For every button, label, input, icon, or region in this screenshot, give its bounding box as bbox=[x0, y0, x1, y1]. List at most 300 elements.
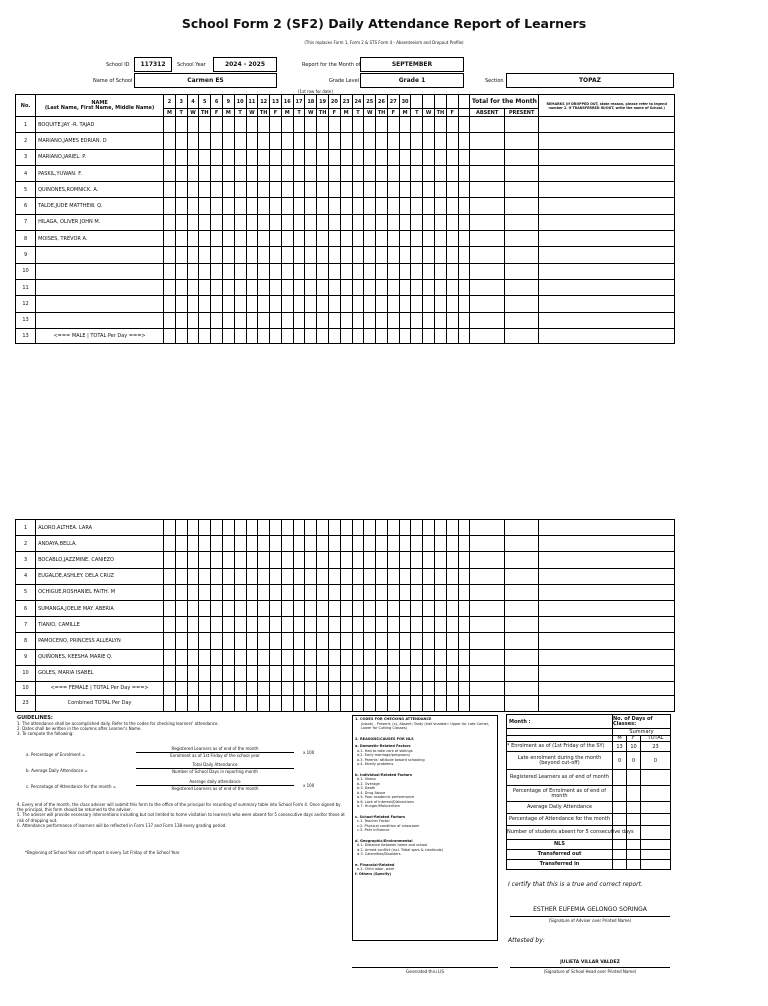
attendance-cell bbox=[411, 681, 423, 695]
attendance-cell bbox=[340, 263, 352, 279]
attendance-cell bbox=[246, 328, 258, 343]
attendance-cell bbox=[446, 520, 458, 536]
domestic-heading: a. Domestic-Related Factors bbox=[355, 744, 411, 748]
attendance-cell bbox=[423, 198, 435, 214]
attendance-cell bbox=[317, 536, 329, 552]
attendance-cell bbox=[435, 149, 447, 165]
pct-enrolment-label: Percentage of Enrolment as of end of month bbox=[507, 786, 613, 802]
attendance-cell bbox=[293, 617, 305, 633]
attendance-cell bbox=[399, 584, 411, 600]
learner-name: MARIANO,JAMES EDRIAN. D bbox=[36, 133, 164, 149]
attendance-cell bbox=[458, 695, 470, 711]
attendance-cell bbox=[340, 279, 352, 295]
attendance-cell bbox=[328, 600, 340, 616]
attendance-cell bbox=[234, 165, 246, 181]
remarks-cell bbox=[539, 584, 675, 600]
attendance-cell bbox=[317, 296, 329, 312]
day-header: 24 bbox=[352, 95, 364, 109]
attendance-cell bbox=[411, 247, 423, 263]
attendance-cell bbox=[435, 133, 447, 149]
table-row bbox=[16, 312, 675, 328]
attendance-cell bbox=[399, 263, 411, 279]
attendance-cell bbox=[270, 231, 282, 247]
attendance-cell bbox=[270, 149, 282, 165]
attendance-cell bbox=[399, 149, 411, 165]
attendance-cell bbox=[175, 133, 187, 149]
attendance-cell bbox=[364, 198, 376, 214]
attendance-cell bbox=[352, 214, 364, 230]
present-total-cell bbox=[504, 617, 539, 633]
attendance-cell bbox=[446, 681, 458, 695]
present-total-cell bbox=[504, 695, 539, 711]
attendance-cell bbox=[423, 149, 435, 165]
attendance-cell bbox=[399, 568, 411, 584]
attendance-cell bbox=[270, 665, 282, 681]
attendance-cell bbox=[293, 520, 305, 536]
attendance-cell bbox=[387, 133, 399, 149]
attendance-cell bbox=[175, 649, 187, 665]
total-label: Combined TOTAL Per Day bbox=[36, 695, 164, 711]
learner-name: SUMANGA,JOELIE MAY. ABERIA bbox=[36, 600, 164, 616]
weekday-header: F bbox=[270, 109, 282, 117]
attendance-cell bbox=[281, 552, 293, 568]
attendance-cell bbox=[411, 617, 423, 633]
attendance-cell bbox=[446, 328, 458, 343]
present-total-cell bbox=[504, 649, 539, 665]
attendance-cell bbox=[387, 117, 399, 133]
attendance-cell bbox=[246, 695, 258, 711]
attendance-cell bbox=[364, 247, 376, 263]
remarks-cell bbox=[539, 182, 675, 198]
attendance-cell bbox=[187, 568, 199, 584]
attendance-cell bbox=[458, 600, 470, 616]
attendance-cell bbox=[376, 247, 388, 263]
attendance-cell bbox=[199, 681, 211, 695]
attendance-cell bbox=[270, 133, 282, 149]
attendance-cell bbox=[435, 633, 447, 649]
attendance-cell bbox=[164, 552, 176, 568]
attendance-cell bbox=[305, 520, 317, 536]
remarks-cell bbox=[539, 133, 675, 149]
attendance-cell bbox=[222, 695, 234, 711]
attendance-cell bbox=[458, 198, 470, 214]
row-number: 7 bbox=[16, 617, 36, 633]
attendance-cell bbox=[458, 520, 470, 536]
attendance-cell bbox=[305, 279, 317, 295]
school-factors-list bbox=[355, 819, 495, 833]
enrolment-label: * Enrolment as of (1st Friday of the SY) bbox=[507, 742, 613, 752]
attendance-cell bbox=[211, 279, 223, 295]
attendance-cell bbox=[293, 133, 305, 149]
attendance-cell bbox=[187, 536, 199, 552]
formula-c-denominator: Registered Learners as of end of the month bbox=[171, 786, 259, 791]
attendance-cell bbox=[281, 279, 293, 295]
attendance-cell bbox=[234, 328, 246, 343]
learner-name bbox=[36, 296, 164, 312]
day-header: 5 bbox=[199, 95, 211, 109]
attendance-cell bbox=[175, 633, 187, 649]
row-number: 4 bbox=[16, 568, 36, 584]
row-number: 9 bbox=[16, 649, 36, 665]
attendance-cell bbox=[446, 617, 458, 633]
attendance-cell bbox=[376, 165, 388, 181]
attendance-cell bbox=[364, 568, 376, 584]
attendance-cell bbox=[199, 149, 211, 165]
attendance-cell bbox=[270, 617, 282, 633]
attendance-cell bbox=[222, 149, 234, 165]
attendance-cell bbox=[364, 600, 376, 616]
attendance-cell bbox=[246, 182, 258, 198]
summary-table bbox=[506, 714, 671, 870]
attendance-cell bbox=[199, 182, 211, 198]
attendance-cell bbox=[411, 328, 423, 343]
attendance-cell bbox=[376, 665, 388, 681]
attendance-cell bbox=[340, 665, 352, 681]
attendance-cell bbox=[187, 296, 199, 312]
present-total-cell bbox=[504, 520, 539, 536]
attendance-cell bbox=[317, 665, 329, 681]
attendance-cell bbox=[423, 649, 435, 665]
weekday-header: T bbox=[293, 109, 305, 117]
attendance-cell bbox=[340, 312, 352, 328]
total-label: <=== MALE | TOTAL Per Day ===> bbox=[36, 328, 164, 343]
generated-line bbox=[352, 967, 498, 968]
attendance-cell bbox=[258, 520, 270, 536]
attendance-cell bbox=[423, 279, 435, 295]
attendance-cell bbox=[305, 536, 317, 552]
day-header: 3 bbox=[175, 95, 187, 109]
attendance-cell bbox=[352, 328, 364, 343]
attendance-cell bbox=[423, 695, 435, 711]
attendance-cell bbox=[246, 247, 258, 263]
attendance-cell bbox=[446, 584, 458, 600]
attendance-cell bbox=[234, 296, 246, 312]
attendance-cell bbox=[340, 214, 352, 230]
attendance-cell bbox=[364, 279, 376, 295]
attendance-cell bbox=[211, 296, 223, 312]
attendance-cell bbox=[246, 296, 258, 312]
absent-total-cell bbox=[470, 584, 505, 600]
row-number: 13 bbox=[16, 328, 36, 343]
attendance-cell bbox=[411, 133, 423, 149]
present-total-cell bbox=[504, 584, 539, 600]
attendance-cell bbox=[376, 133, 388, 149]
attendance-cell bbox=[423, 296, 435, 312]
attendance-cell bbox=[317, 695, 329, 711]
attendance-cell bbox=[376, 117, 388, 133]
attendance-cell bbox=[222, 182, 234, 198]
remarks-cell bbox=[539, 165, 675, 181]
day-header: 13 bbox=[270, 95, 282, 109]
attendance-cell bbox=[387, 681, 399, 695]
attendance-cell bbox=[246, 133, 258, 149]
attendance-cell bbox=[211, 133, 223, 149]
attendance-cell bbox=[435, 617, 447, 633]
attendance-cell bbox=[364, 665, 376, 681]
attendance-cell bbox=[399, 231, 411, 247]
attendance-cell bbox=[352, 312, 364, 328]
attendance-cell bbox=[234, 182, 246, 198]
attendance-cell bbox=[352, 182, 364, 198]
attendance-cell bbox=[164, 536, 176, 552]
learner-name: TALDE,JUDE MATTHEW. Q. bbox=[36, 198, 164, 214]
attendance-cell bbox=[317, 584, 329, 600]
attendance-cell bbox=[352, 165, 364, 181]
remarks-cell bbox=[539, 520, 675, 536]
attendance-cell bbox=[293, 681, 305, 695]
report-month-field: SEPTEMBER bbox=[360, 57, 464, 72]
attendance-cell bbox=[387, 617, 399, 633]
attendance-cell bbox=[423, 681, 435, 695]
attendance-cell bbox=[376, 568, 388, 584]
code-item: b.2. Overage bbox=[357, 781, 380, 786]
weekday-header: F bbox=[387, 109, 399, 117]
attendance-cell bbox=[423, 520, 435, 536]
attendance-cell bbox=[258, 681, 270, 695]
attendance-cell bbox=[234, 198, 246, 214]
attendance-cell bbox=[423, 182, 435, 198]
attendance-cell bbox=[411, 198, 423, 214]
table-row bbox=[16, 279, 675, 295]
day-header: 19 bbox=[317, 95, 329, 109]
weekday-header: TH bbox=[258, 109, 270, 117]
attendance-cell bbox=[328, 117, 340, 133]
attendance-cell bbox=[458, 617, 470, 633]
attendance-cell bbox=[399, 600, 411, 616]
attendance-cell bbox=[258, 296, 270, 312]
attendance-cell bbox=[164, 247, 176, 263]
attendance-cell bbox=[328, 665, 340, 681]
attendance-cell bbox=[175, 263, 187, 279]
attendance-cell bbox=[328, 695, 340, 711]
attendance-cell bbox=[387, 279, 399, 295]
attendance-cell bbox=[270, 695, 282, 711]
attendance-cell bbox=[317, 328, 329, 343]
formula-a-label: a. Percentage of Enrolment = bbox=[26, 752, 86, 757]
attendance-cell bbox=[387, 665, 399, 681]
attendance-cell bbox=[446, 117, 458, 133]
attendance-cell bbox=[317, 231, 329, 247]
attendance-cell bbox=[305, 633, 317, 649]
attendance-cell bbox=[446, 214, 458, 230]
attendance-cell bbox=[423, 214, 435, 230]
remarks-cell bbox=[539, 214, 675, 230]
absent-total-cell bbox=[470, 633, 505, 649]
attendance-cell bbox=[352, 681, 364, 695]
header-name bbox=[36, 95, 164, 117]
learner-name: OCHIGUE,ROSHANIEL FAITH. M bbox=[36, 584, 164, 600]
attendance-cell bbox=[364, 520, 376, 536]
day-header bbox=[458, 95, 470, 109]
row-number: 10 bbox=[16, 681, 36, 695]
attendance-cell bbox=[175, 600, 187, 616]
attendance-cell bbox=[435, 263, 447, 279]
attendance-cell bbox=[211, 149, 223, 165]
attendance-cell bbox=[328, 568, 340, 584]
attendance-cell bbox=[423, 133, 435, 149]
learner-name bbox=[36, 247, 164, 263]
absent-total-cell bbox=[470, 214, 505, 230]
learner-name: PAMOCENO, PRINCESS ALLEALYN bbox=[36, 633, 164, 649]
code-item: c.3. Peer influence bbox=[357, 828, 390, 832]
attendance-cell bbox=[222, 117, 234, 133]
attendance-cell bbox=[411, 665, 423, 681]
attendance-cell bbox=[293, 536, 305, 552]
day-header: 11 bbox=[246, 95, 258, 109]
attendance-cell bbox=[387, 165, 399, 181]
attendance-cell bbox=[387, 633, 399, 649]
attendance-cell bbox=[246, 649, 258, 665]
attendance-cell bbox=[164, 182, 176, 198]
attendance-cell bbox=[175, 149, 187, 165]
attendance-cell bbox=[270, 279, 282, 295]
code-item: a.2. Early marriage/pregnancy bbox=[357, 753, 411, 757]
attendance-cell bbox=[458, 263, 470, 279]
attendance-cell bbox=[281, 117, 293, 133]
learner-name: PASKIL,YUWAN. F. bbox=[36, 165, 164, 181]
attendance-cell bbox=[435, 584, 447, 600]
absent-total-cell bbox=[470, 247, 505, 263]
attendance-cell bbox=[199, 584, 211, 600]
attendance-cell bbox=[164, 328, 176, 343]
remarks-cell bbox=[539, 263, 675, 279]
attendance-cell bbox=[446, 149, 458, 165]
attendance-cell bbox=[328, 681, 340, 695]
domestic-list bbox=[355, 749, 495, 767]
attendance-cell bbox=[340, 117, 352, 133]
day-header: 12 bbox=[258, 95, 270, 109]
attendance-cell bbox=[352, 520, 364, 536]
grade-level-label: Grade Level bbox=[329, 78, 360, 84]
total-row bbox=[16, 681, 675, 695]
weekday-header: F bbox=[446, 109, 458, 117]
attendance-cell bbox=[328, 279, 340, 295]
attendance-cell bbox=[222, 584, 234, 600]
remarks-cell bbox=[539, 617, 675, 633]
attendance-cell bbox=[364, 617, 376, 633]
attendance-cell bbox=[305, 600, 317, 616]
attendance-cell bbox=[387, 328, 399, 343]
day-header: 30 bbox=[399, 95, 411, 109]
guideline-item: 4. Every end of the month, the class adviser will submit this form to the office of the principal for recording of summary table into School Form 4. Once signed by the principal, this form should be returned to the adviser. bbox=[17, 802, 341, 813]
attendance-cell bbox=[399, 649, 411, 665]
table-row bbox=[16, 165, 675, 181]
attendance-cell bbox=[164, 584, 176, 600]
attendance-cell bbox=[423, 568, 435, 584]
present-total-cell bbox=[504, 328, 539, 343]
learner-name: ALORO,ALTHEA. LARA bbox=[36, 520, 164, 536]
row-number: 5 bbox=[16, 182, 36, 198]
attendance-cell bbox=[376, 312, 388, 328]
attendance-cell bbox=[293, 182, 305, 198]
attendance-cell bbox=[187, 552, 199, 568]
present-total-cell bbox=[504, 600, 539, 616]
attendance-cell bbox=[234, 133, 246, 149]
pct-attendance-label: Percentage of Attendance for the month bbox=[507, 814, 613, 826]
attendance-cell bbox=[258, 695, 270, 711]
header-name-format: (Last Name, First Name, Middle Name) bbox=[44, 104, 155, 111]
attendance-cell bbox=[423, 600, 435, 616]
attendance-cell bbox=[435, 681, 447, 695]
attendance-cell bbox=[376, 552, 388, 568]
attendance-cell bbox=[199, 312, 211, 328]
header-name-title: NAME bbox=[91, 99, 108, 106]
attendance-cell bbox=[175, 552, 187, 568]
attendance-cell bbox=[305, 263, 317, 279]
attendance-cell bbox=[164, 649, 176, 665]
code-item: d.1. Distance between home and school bbox=[357, 843, 428, 847]
row-number: 1 bbox=[16, 117, 36, 133]
attendance-cell bbox=[187, 681, 199, 695]
attendance-cell bbox=[293, 665, 305, 681]
row-number: 5 bbox=[16, 584, 36, 600]
attendance-cell bbox=[317, 247, 329, 263]
remarks-cell bbox=[539, 552, 675, 568]
attendance-cell bbox=[211, 665, 223, 681]
attendance-cell bbox=[376, 617, 388, 633]
attendance-cell bbox=[411, 552, 423, 568]
absent-total-cell bbox=[470, 133, 505, 149]
weekday-header: W bbox=[364, 109, 376, 117]
attendance-cell bbox=[234, 247, 246, 263]
attendance-cell bbox=[281, 633, 293, 649]
attendance-cell bbox=[199, 247, 211, 263]
attendance-cell bbox=[387, 182, 399, 198]
attendance-cell bbox=[305, 182, 317, 198]
attendance-cell bbox=[199, 536, 211, 552]
attendance-cell bbox=[187, 231, 199, 247]
attendance-cell bbox=[175, 165, 187, 181]
attendance-cell bbox=[187, 633, 199, 649]
attendance-cell bbox=[234, 117, 246, 133]
attendance-cell bbox=[328, 312, 340, 328]
attendance-cell bbox=[258, 214, 270, 230]
attendance-cell bbox=[387, 552, 399, 568]
present-total-cell bbox=[504, 149, 539, 165]
attendance-cell bbox=[281, 665, 293, 681]
attendance-cell bbox=[328, 296, 340, 312]
late-male: 0 bbox=[613, 752, 627, 770]
attendance-cell bbox=[270, 198, 282, 214]
attendance-cell bbox=[387, 568, 399, 584]
attendance-cell bbox=[164, 665, 176, 681]
school-id-label: School ID bbox=[106, 62, 130, 68]
attendance-cell bbox=[352, 536, 364, 552]
financial-heading: e. Financial-Related bbox=[355, 862, 395, 867]
attendance-cell bbox=[446, 600, 458, 616]
absent-total-cell bbox=[470, 165, 505, 181]
attendance-cell bbox=[211, 633, 223, 649]
attendance-cell bbox=[175, 312, 187, 328]
attendance-cell bbox=[234, 552, 246, 568]
attendance-cell bbox=[423, 617, 435, 633]
attendance-cell bbox=[258, 231, 270, 247]
attendance-cell bbox=[364, 263, 376, 279]
attendance-cell bbox=[164, 231, 176, 247]
learner-name bbox=[36, 279, 164, 295]
attendance-cell bbox=[305, 681, 317, 695]
weekday-header: TH bbox=[435, 109, 447, 117]
attendance-cell bbox=[364, 584, 376, 600]
remarks-header: REMARKS (If DROPPED OUT, state reason, please refer to legend number 2. If TRANSFERRED IN/OUT, write the name of School.) bbox=[539, 95, 675, 117]
attendance-cell bbox=[199, 279, 211, 295]
present-total-cell bbox=[504, 214, 539, 230]
summary-f-header: F bbox=[627, 736, 641, 742]
row-number: 8 bbox=[16, 231, 36, 247]
attendance-cell bbox=[222, 681, 234, 695]
attendance-cell bbox=[164, 214, 176, 230]
attendance-cell bbox=[293, 247, 305, 263]
